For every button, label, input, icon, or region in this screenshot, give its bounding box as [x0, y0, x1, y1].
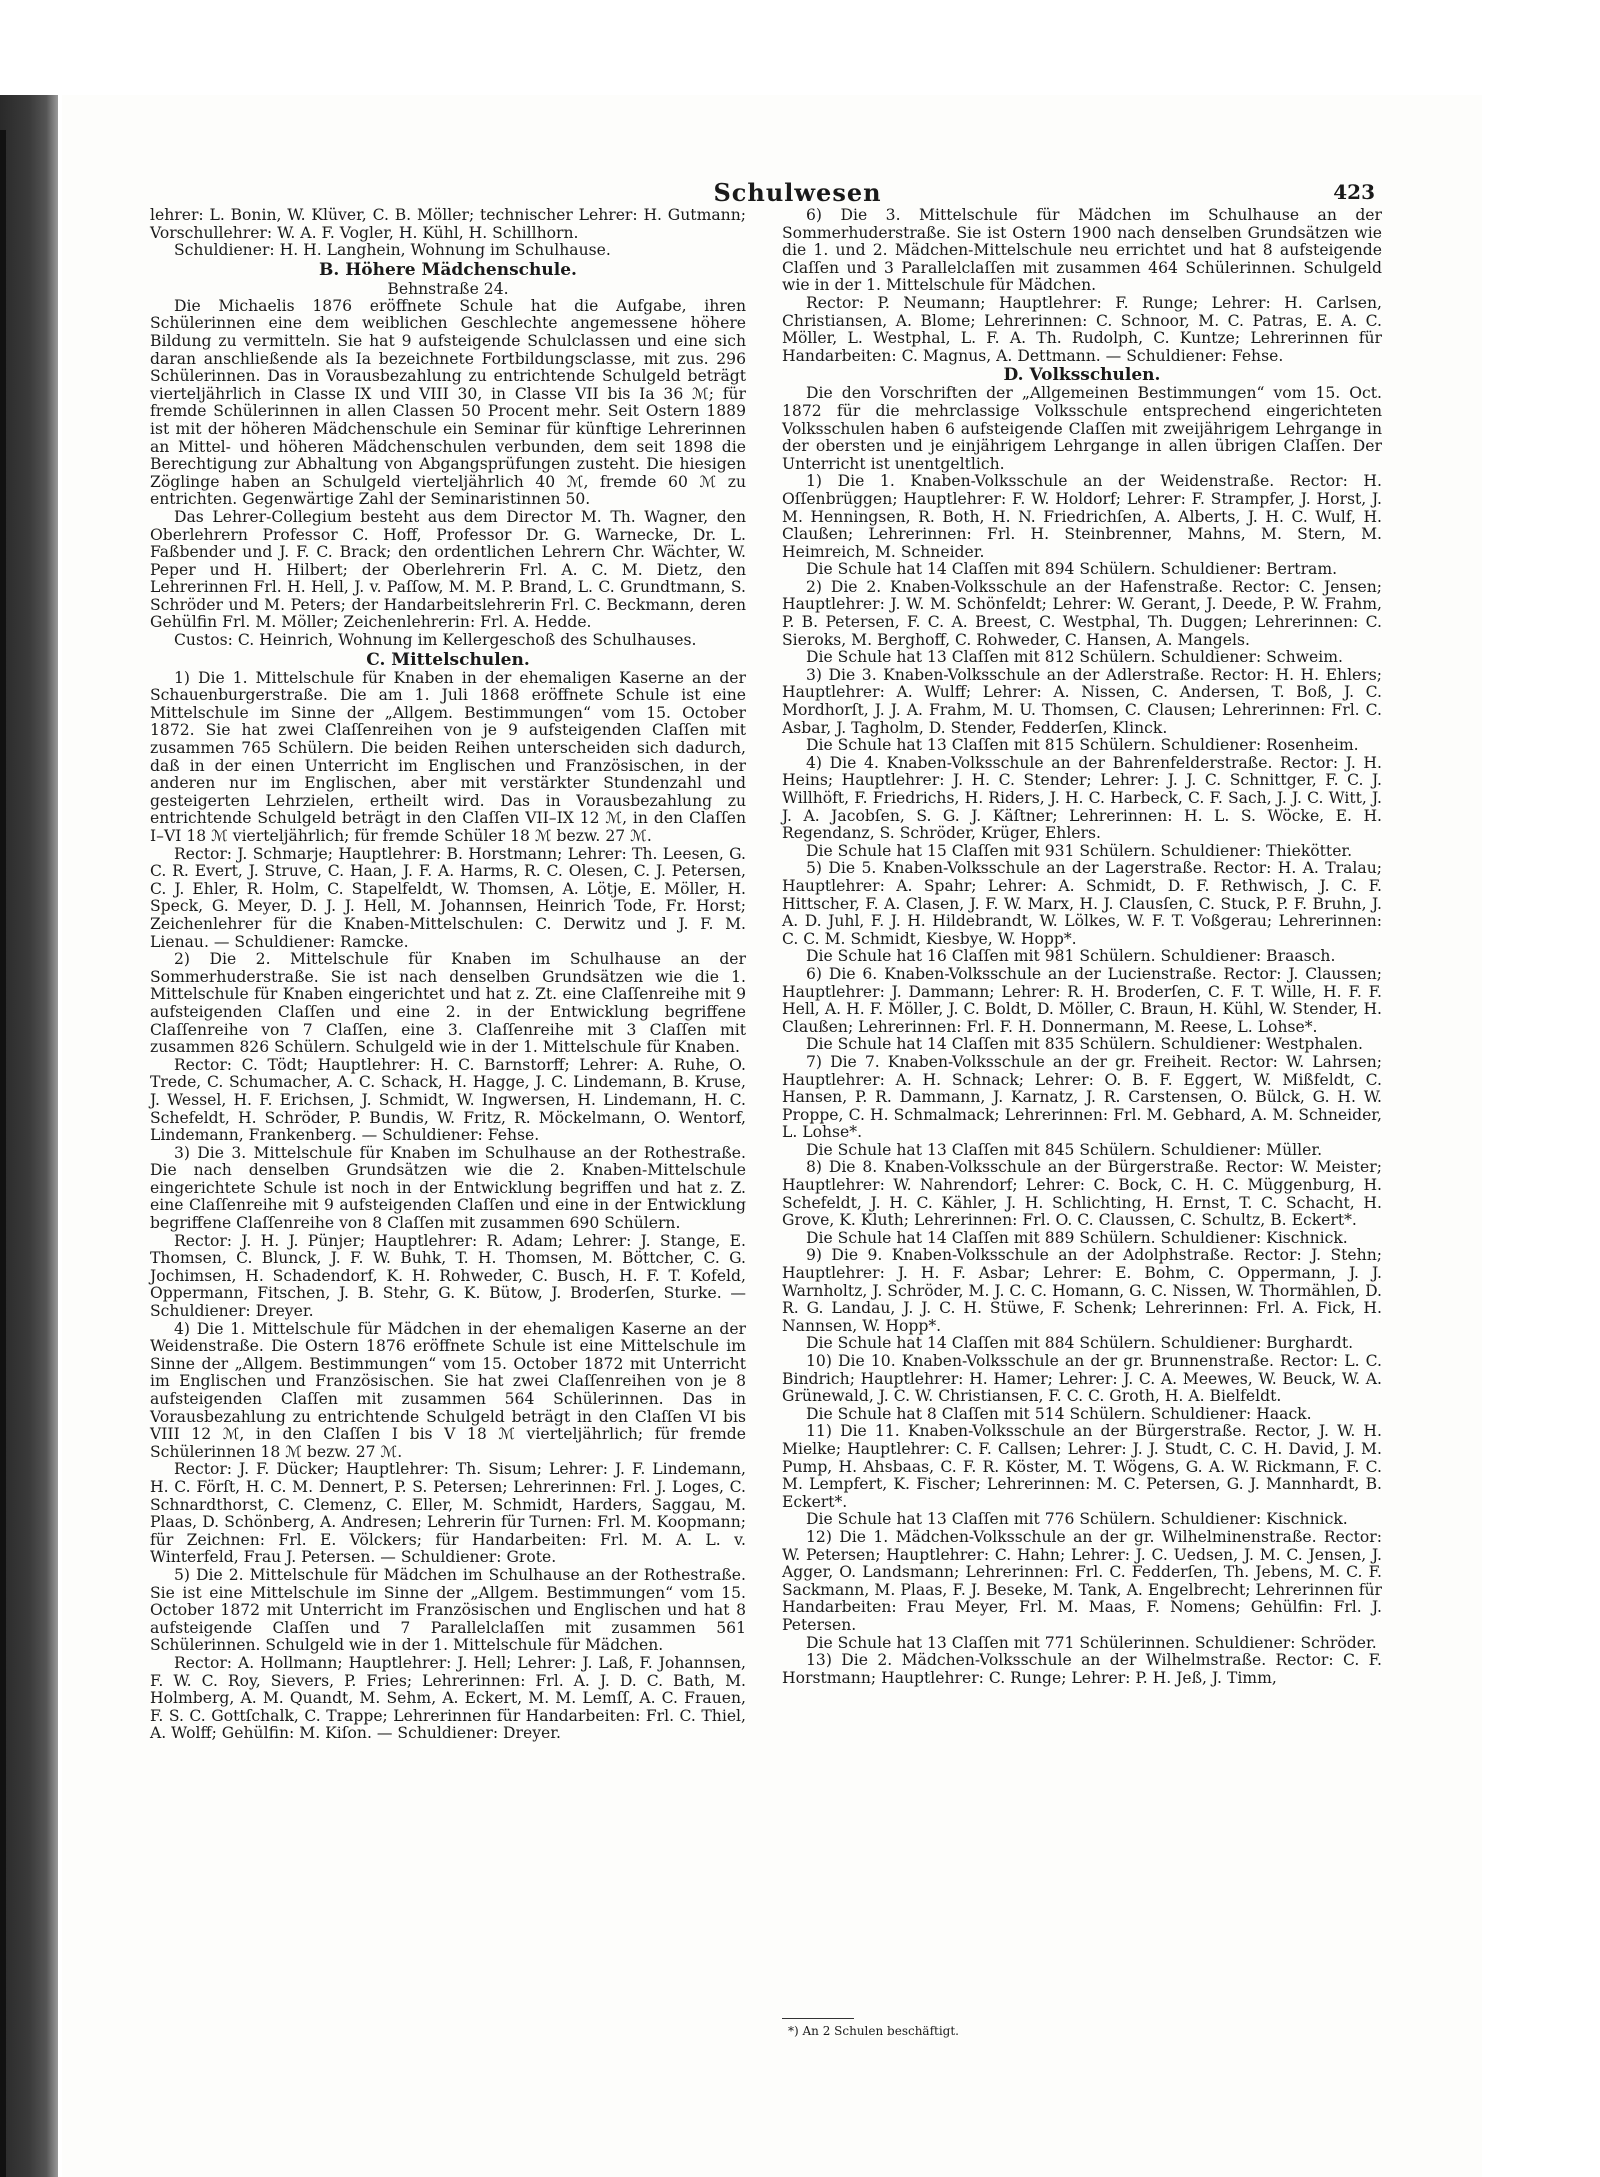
paragraph: Die Schule hat 14 Claſſen mit 835 Schülern. Schuldiener: Westphalen.: [806, 1035, 1363, 1054]
paragraph: 4) Die 4. Knaben-Volksschule an der Bahrenfelderstraße. Rector: J. H. Heins; Hauptlehrer: J. H. C. Stender; Lehrer: J. J. C. Schnittger, F. C. J. Willhöft, F. Friedrichs, H. Riders, J. H. C. Harbeck, C. F. Sach, J. J. C. Witt, J. J. A. Jacobſen, S. G. J. Käſtner; Lehrerinnen: H. L. S. Wöcke, E. H. Regendanz, S. Schröder, Krüger, Ehlers.: [782, 753, 1382, 843]
paragraph: Die Schule hat 8 Claſſen mit 514 Schülern. Schuldiener: Haack.: [806, 1404, 1312, 1423]
page-header: [220, 178, 1375, 206]
paragraph: 3) Die 3. Mittelschule für Knaben im Schulhause an der Rothestraße. Die nach denselben Grundsätzen wie die 2. Knaben-Mittelschule eingerichtete Schule ist noch in der Entwicklung begriffen und hat z. Z. eine Claſſenreihe mit 9 aufsteigenden Claſſen und eine in der Entwicklung begriffene Claſſenreihe von 8 Claſſen mit zusammen 690 Schülern.: [150, 1143, 746, 1233]
paragraph: 2) Die 2. Mittelschule für Knaben im Schulhause an der Sommerhuderstraße. Sie ist nach denselben Grundsätzen wie die 1. Mittelschule für Knaben eingerichtet und hat z. Zt. eine Claſſenreihe mit 9 aufsteigenden Claſſen und eine 2. in der Entwicklung begriffene Claſſenreihe von 7 Claſſen, eine 3. Claſſenreihe mit 3 Claſſen mit zusammen 826 Schülern. Schulgeld wie in der 1. Mittelschule für Knaben.: [150, 950, 746, 1057]
paragraph: 4) Die 1. Mittelschule für Mädchen in der ehemaligen Kaserne an der Weidenstraße. Die Ostern 1876 eröffnete Schule ist eine Mittelschule im Sinne der „Allgem. Bestimmungen“ vom 15. October 1872 mit Unterricht im Englischen und Französischen. Sie hat zwei Claſſenreihen von je 8 aufsteigenden Claſſen mit zusammen 564 Schülerinnen. Das in Vorausbezahlung zu entrichtende Schulgeld beträgt in den Claſſen VI bis VIII 12 ℳ, in den Claſſen I bis V 18 ℳ vierteljährlich; für fremde Schülerinnen 18 ℳ bezw. 27 ℳ.: [150, 1319, 746, 1461]
paragraph: 10) Die 10. Knaben-Volksschule an der gr. Brunnenstraße. Rector: L. C. Bindrich; Hauptlehrer: H. Hamer; Lehrer: J. C. A. Meewes, W. Beuck, W. A. Grünewald, J. C. W. Christiansen, F. C. C. Groth, H. A. Bielfeldt.: [782, 1352, 1382, 1406]
paragraph: 5) Die 5. Knaben-Volksschule an der Lagerstraße. Rector: H. A. Tralau; Hauptlehrer: A. Spahr; Lehrer: A. Schmidt, D. F. Rethwisch, J. C. F. Hittscher, F. A. Clasen, J. F. W. Marx, H. J. Clausſen, C. Stuck, P. F. Bruhn, J. A. D. Juhl, F. J. H. Hildebrandt, W. Lölkes, W. F. T. Voßgerau; Lehrerinnen: C. C. M. Schmidt, Kiesbye, W. Hopp*.: [782, 859, 1382, 948]
paragraph: 1) Die 1. Mittelschule für Knaben in der ehemaligen Kaserne an der Schauenburgerstraße. Die am 1. Juli 1868 eröffnete Schule ist eine Mittelschule im Sinne der „Allgem. Bestimmungen“ vom 15. October 1872. Sie hat zwei Claſſenreihen von je 9 aufsteigenden Claſſen mit zusammen 765 Schülern. Die beiden Reihen unterscheiden sich dadurch, daß in der einen Unterricht im Englischen und Französischen, in der anderen nur im Englischen, aber mit verstärkter Stundenzahl und gesteigerten Lehrzielen, ertheilt wird. Das in Vorausbezahlung zu entrichtende Schulgeld beträgt in den Claſſen VII–IX 12 ℳ, in den Claſſen I–VI 18 ℳ vierteljährlich; für fremde Schüler 18 ℳ bezw. 27 ℳ.: [150, 668, 746, 845]
paragraph: 3) Die 3. Knaben-Volksschule an der Adlerstraße. Rector: H. H. Ehlers; Hauptlehrer: A. Wulff; Lehrer: A. Nissen, C. Andersen, T. Boß, J. C. Mordhorſt, J. J. A. Frahm, M. U. Thomsen, C. Clausen; Lehrerinnen: Frl. C. Asbar, J. Tagholm, D. Stender, Fedderſen, Klinck.: [782, 665, 1382, 737]
section-heading: D. Volksschulen.: [1003, 365, 1161, 386]
paragraph: Rector: C. Tödt; Hauptlehrer: H. C. Barnstorff; Lehrer: A. Ruhe, O. Trede, C. Schumacher, A. C. Schack, H. Hagge, J. C. Lindemann, B. Kruse, J. Wessel, H. F. Erichsen, J. Schmidt, W. Ingwersen, H. Lindemann, H. C. Schefeldt, H. Schröder, P. Bundis, W. Fritz, R. Möckelmann, O. Wentorf, Lindemann, Frankenberg. — Schuldiener: Fehse.: [150, 1055, 746, 1145]
left-column: [150, 207, 746, 1743]
paragraph: 5) Die 2. Mittelschule für Mädchen im Schulhause an der Rothestraße. Sie ist eine Mittelschule im Sinne der „Allgem. Bestimmungen“ vom 15. October 1872 mit Unterricht im Französischen und Englischen und hat 8 aufsteigende Claſſen und 7 Parallelclaſſen mit zusammen 561 Schülerinnen. Schulgeld wie in der 1. Mittelschule für Mädchen.: [150, 1565, 746, 1655]
paragraph: Rector: A. Hollmann; Hauptlehrer: J. Hell; Lehrer: J. Laß, F. Johannsen, F. W. C. Roy, Sievers, P. Fries; Lehrerinnen: Frl. A. J. D. C. Bath, M. Holmberg, A. M. Quandt, M. Sehm, A. Eckert, M. M. Lemſſ, A. C. Frauen, F. S. C. Gottſchalk, C. Trappe; Lehrerinnen für Handarbeiten: Frl. C. Thiel, A. Wolff; Gehülfin: M. Kiſon. — Schuldiener: Dreyer.: [150, 1653, 746, 1743]
section-address: Behnstraße 24.: [387, 279, 509, 298]
paragraph: Rector: P. Neumann; Hauptlehrer: F. Runge; Lehrer: H. Carlsen, Christiansen, A. Blome; Lehrerinnen: C. Schnoor, M. C. Patras, E. A. C. Möller, L. Westphal, L. F. A. Th. Rudolph, C. Kuntze; Lehrerinnen für Handarbeiten: C. Magnus, A. Dettmann. — Schuldiener: Fehse.: [782, 293, 1382, 365]
section-heading: C. Mittelschulen.: [366, 649, 530, 670]
paragraph: 8) Die 8. Knaben-Volksschule an der Bürgerstraße. Rector: W. Meister; Hauptlehrer: W. Nahrendorf; Lehrer: C. Bock, C. H. C. Müggenburg, H. Schefeldt, J. H. C. Kähler, J. H. Schlichting, H. Ernst, T. C. Schacht, H. Grove, K. Kluth; Lehrerinnen: Frl. O. C. Claussen, C. Schultz, B. Eckert*.: [782, 1158, 1382, 1230]
right-column: [782, 207, 1382, 1687]
page-number: 423: [1333, 180, 1375, 204]
paragraph: Die den Vorschriften der „Allgemeinen Bestimmungen“ vom 15. Oct. 1872 für die mehrclassige Volksschule entsprechend eingerichteten Volksschulen haben 6 aufsteigende Claſſen mit zweijährigem Lehrgange in der obersten und je einjährigem Lehrgange in allen übrigen Claſſen. Der Unterricht ist unentgeltlich.: [782, 384, 1382, 473]
paragraph: 12) Die 1. Mädchen-Volksschule an der gr. Wilhelminenstraße. Rector: W. Petersen; Hauptlehrer: C. Hahn; Lehrer: J. C. Uedsen, J. M. C. Jensen, J. Agger, O. Landsmann; Lehrerinnen: Frl. C. Fedderſen, Th. Jebens, M. C. F. Sackmann, M. Plaas, F. J. Beseke, M. Tank, A. Engelbrecht; Lehrerinnen für Handarbeiten: Frau Meyer, Frl. M. Maas, F. Nomens; Gehülfin: Frl. J. Petersen.: [782, 1527, 1382, 1634]
paragraph: Die Schule hat 16 Claſſen mit 981 Schülern. Schuldiener: Braasch.: [806, 947, 1336, 966]
paragraph: 9) Die 9. Knaben-Volksschule an der Adolphstraße. Rector: J. Stehn; Hauptlehrer: J. H. F. Asbar; Lehrer: E. Bohm, C. Oppermann, J. J. Warnholtz, J. Schröder, M. J. C. C. Homann, G. C. Nissen, W. Thormählen, D. R. G. Landau, J. J. C. H. Stüwe, F. Schenk; Lehrerinnen: Frl. A. Fick, H. Nannsen, W. Hopp*.: [782, 1246, 1382, 1335]
paragraph: Rector: J. Schmarje; Hauptlehrer: B. Horstmann; Lehrer: Th. Leesen, G. C. R. Evert, J. Struve, C. Haan, J. F. A. Harms, R. C. Olesen, C. J. Petersen, C. J. Ehler, R. Holm, C. Stapelfeldt, W. Thomsen, A. Lötje, E. Möller, H. Speck, G. Meyer, D. J. J. Hell, M. Johannsen, Heinrich Tode, Fr. Horst; Zeichenlehrer für die Knaben-Mittelschulen: C. Derwitz und J. F. M. Lienau. — Schuldiener: Ramcke.: [150, 844, 746, 951]
paragraph: Rector: J. H. J. Pünjer; Hauptlehrer: R. Adam; Lehrer: J. Stange, E. Thomsen, C. Blunck, J. F. W. Buhk, T. H. Thomsen, M. Böttcher, C. G. Jochimsen, H. Schadendorf, K. H. Rohweder, C. Busch, H. F. T. Kofeld, Oppermann, Fitschen, J. B. Stehr, G. K. Bütow, J. Broderſen, Sturke. — Schuldiener: Dreyer.: [150, 1231, 746, 1321]
paragraph: 6) Die 3. Mittelschule für Mädchen im Schulhause an der Sommerhuderstraße. Sie ist Ostern 1900 nach denselben Grundsätzen wie die 1. und 2. Mädchen-Mittelschule neu errichtet und hat 8 aufsteigende Claſſen und 3 Parallelclaſſen mit zusammen 464 Schülerinnen. Schulgeld wie in der 1. Mittelschule für Mädchen.: [782, 206, 1382, 295]
paragraph: 1) Die 1. Knaben-Volksschule an der Weidenstraße. Rector: H. Oſſenbrüggen; Hauptlehrer: F. W. Holdorf; Lehrer: F. Strampfer, J. Horst, J. M. Henningsen, R. Both, H. N. Friedrichſen, A. Alberts, J. H. C. Wulf, H. Claußen; Lehrerinnen: Frl. H. Steinbrenner, Mahns, M. Stern, M. Heimreich, M. Schneider.: [782, 472, 1382, 561]
paragraph: 7) Die 7. Knaben-Volksschule an der gr. Freiheit. Rector: W. Lahrsen; Hauptlehrer: A. H. Schnack; Lehrer: O. B. F. Eggert, W. Mißfeldt, C. Hansen, P. R. Dammann, J. Karnatz, J. R. Carstensen, O. Bülck, G. H. W. Proppe, C. H. Schmalmack; Lehrerinnen: Frl. M. Gebhard, A. M. Schneider, L. Lohse*.: [782, 1052, 1382, 1142]
paragraph: Die Schule hat 13 Claſſen mit 845 Schülern. Schuldiener: Müller.: [806, 1140, 1323, 1159]
paragraph: 13) Die 2. Mädchen-Volksschule an der Wilhelmstraße. Rector: C. F. Horstmann; Hauptlehrer: C. Runge; Lehrer: P. H. Jeß, J. Timm,: [782, 1651, 1382, 1687]
paragraph: 2) Die 2. Knaben-Volksschule an der Hafenstraße. Rector: C. Jensen; Hauptlehrer: J. W. M. Schönfeldt; Lehrer: W. Gerant, J. Deede, P. W. Frahm, P. B. Petersen, F. C. A. Breest, C. Westphal, Th. Duggen; Lehrerinnen: C. Sieroks, M. Berghoff, C. Rohweder, C. Hansen, A. Mangels.: [782, 577, 1382, 649]
paragraph: Die Schule hat 13 Claſſen mit 771 Schülerinnen. Schuldiener: Schröder.: [806, 1633, 1377, 1652]
paragraph: Rector: J. F. Dücker; Hauptlehrer: Th. Sisum; Lehrer: J. F. Lindemann, H. C. Förſt, H. C. M. Dennert, P. S. Petersen; Lehrerinnen: Frl. J. Loges, C. Schnardthorst, C. Clemenz, C. Eller, M. Schmidt, Harders, Saggau, M. Plaas, D. Schönberg, A. Andresen; Lehrerin für Turnen: Frl. M. Koopmann; für Zeichnen: Frl. E. Völckers; für Handarbeiten: Frl. M. A. L. v. Winterfeld, Frau J. Petersen. — Schuldiener: Grote.: [150, 1460, 746, 1567]
paragraph: Die Schule hat 14 Claſſen mit 894 Schülern. Schuldiener: Bertram.: [806, 560, 1338, 579]
paragraph: Die Schule hat 15 Claſſen mit 931 Schülern. Schuldiener: Thiekötter.: [806, 841, 1353, 860]
paragraph: Die Schule hat 14 Claſſen mit 884 Schülern. Schuldiener: Burghardt.: [806, 1334, 1354, 1353]
paragraph: lehrer: L. Bonin, W. Klüver, C. B. Möller; technischer Lehrer: H. Gutmann; Vorschullehrer: W. A. F. Vogler, H. Kühl, H. Schillhorn.: [150, 206, 746, 242]
section-heading: B. Höhere Mädchenschule.: [319, 259, 577, 280]
paragraph: Custos: C. Heinrich, Wohnung im Kellergeschoß des Schulhauses.: [174, 631, 697, 650]
paragraph: Die Schule hat 14 Claſſen mit 889 Schülern. Schuldiener: Kischnick.: [806, 1228, 1348, 1247]
footnote: *) An 2 Schulen beschäftigt.: [788, 2024, 959, 2038]
paragraph: 11) Die 11. Knaben-Volksschule an der Bürgerstraße. Rector, J. W. H. Mielke; Hauptlehrer: C. F. Callsen; Lehrer: J. J. Studt, C. C. H. David, J. M. Pump, H. Ahsbaas, C. F. R. Köster, M. T. Wögens, G. A. W. Rickmann, F. C. M. Lempfert, K. Fischer; Lehrerinnen: M. C. Petersen, G. J. Mannhardt, B. Eckert*.: [782, 1422, 1382, 1511]
running-title: Schulwesen: [713, 178, 882, 207]
paragraph: Die Schule hat 13 Claſſen mit 776 Schülern. Schuldiener: Kischnick.: [806, 1510, 1348, 1529]
footnote-rule: [782, 2018, 854, 2019]
paragraph: Die Michaelis 1876 eröffnete Schule hat die Aufgabe, ihren Schülerinnen eine dem weiblichen Geschlechte angemessene höhere Bildung zu vermitteln. Sie hat 9 aufsteigende Schulclassen und eine sich daran anschließende als Ia bezeichnete Fortbildungsclasse, mit zus. 296 Schülerinnen. Das in Vorausbezahlung zu entrichtende Schulgeld beträgt vierteljährlich in Classe IX und VIII 30, in Classe VII bis Ia 36 ℳ; für fremde Schülerinnen in allen Classen 50 Procent mehr. Seit Ostern 1889 ist mit der höheren Mädchenschule ein Seminar für künftige Lehrerinnen an Mittel- und höheren Mädchenschulen verbunden, dem seit 1898 die Berechtigung zur Abhaltung von Abgangsprüfungen zusteht. Die hiesigen Zöglinge haben an Schulgeld vierteljährlich 40 ℳ, fremde 60 ℳ zu entrichten. Gegenwärtige Zahl der Seminaristinnen 50.: [150, 296, 746, 509]
page-edge: [0, 130, 6, 2177]
paragraph: Schuldiener: H. H. Langhein, Wohnung im Schulhause.: [174, 241, 611, 260]
paragraph: Die Schule hat 13 Claſſen mit 812 Schülern. Schuldiener: Schweim.: [806, 648, 1343, 667]
paragraph: Die Schule hat 13 Claſſen mit 815 Schülern. Schuldiener: Rosenheim.: [806, 736, 1359, 755]
paragraph: 6) Die 6. Knaben-Volksschule an der Lucienstraße. Rector: J. Claussen; Hauptlehrer: J. Dammann; Lehrer: R. H. Broderſen, C. F. T. Wille, H. F. F. Hell, A. H. F. Möller, J. C. Boldt, D. Möller, C. Braun, H. Kühl, W. Stender, H. Claußen; Lehrerinnen: Frl. F. H. Donnermann, M. Reese, L. Lohse*.: [782, 964, 1382, 1036]
paragraph: Das Lehrer-Collegium besteht aus dem Director M. Th. Wagner, den Oberlehrern Professor C. Hoff, Professor Dr. G. Warnecke, Dr. L. Faßbender und J. F. C. Brack; den ordentlichen Lehrern Chr. Wächter, W. Peper und H. Hilbert; der Oberlehrerin Frl. A. C. M. Dietz, den Lehrerinnen Frl. H. Hell, J. v. Paſſow, M. M. P. Brand, L. C. Grundtmann, S. Schröder und M. Peters; der Handarbeitslehrerin Frl. C. Beckmann, deren Gehülfin Frl. M. Möller; Zeichenlehrerin: Frl. A. Hedde.: [150, 507, 746, 632]
book-gutter-shadow: [0, 95, 58, 2177]
